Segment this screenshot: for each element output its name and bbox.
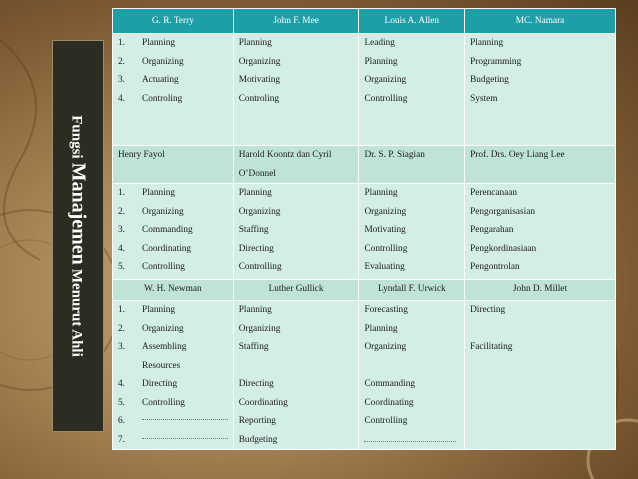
list-item: Perencanaan: [470, 188, 518, 198]
header-oey-liang-lee: Prof. Drs. Oey Liang Lee: [465, 146, 616, 184]
list-item: Facilitating: [470, 342, 513, 352]
list-item: 3. Commanding: [118, 225, 193, 235]
list-item: 1. Planning: [118, 38, 176, 48]
list-item: Motivating: [364, 225, 406, 235]
list-item: Coordinating: [238, 397, 288, 408]
list-item: 5. Controlling: [118, 262, 185, 272]
millet-functions-cell: [465, 301, 616, 450]
list-item: Controling: [238, 93, 280, 104]
header-gr-terry: G. R. Terry: [113, 9, 234, 34]
list-item: [470, 320, 610, 339]
list-item: Organizing: [364, 342, 407, 352]
list-item: Pengontrolan: [470, 262, 520, 272]
list-item: 7.: [118, 431, 228, 450]
list-item: Controlling: [364, 93, 408, 104]
terry-functions-cell: [113, 34, 234, 146]
urwick-functions-cell: [359, 301, 465, 450]
list-item: 1. Planning: [118, 188, 176, 198]
list-item: Planning: [364, 188, 398, 198]
list-item: System: [470, 93, 498, 104]
list-item: Coordinating: [364, 397, 414, 408]
header-mc-namara: MC. Namara: [465, 9, 616, 34]
header-siagian: Dr. S. P. Siagian: [359, 146, 465, 184]
list-item: Organizing: [364, 206, 407, 217]
mee-functions-cell: [233, 34, 359, 146]
header-urwick: Lyndall F. Urwick: [359, 280, 465, 301]
list-item: Planning: [238, 305, 272, 315]
content-row-1: [113, 34, 616, 146]
list-item: [364, 357, 459, 376]
list-item: Controlling: [364, 243, 408, 254]
list-item: Staffing: [238, 225, 269, 235]
list-item: Motivating: [238, 75, 281, 85]
siagian-functions-cell: [359, 184, 465, 280]
list-item: Forecasting: [364, 305, 408, 315]
header-koontz-odonnel: Harold Koontz dan Cyril O’Donnel: [233, 146, 359, 184]
list-item: 2. Organizing: [118, 206, 184, 217]
list-item: Staffing: [238, 342, 269, 352]
list-item: Organizing: [238, 56, 281, 67]
list-item: 2. Organizing: [118, 323, 184, 334]
list-item: Planning: [238, 38, 272, 48]
list-item: 3. Assembling: [118, 342, 187, 352]
list-item: Organizing: [238, 323, 281, 334]
list-item: Budgeting: [238, 434, 278, 445]
list-item: 6.: [118, 412, 228, 431]
allen-functions-cell: [359, 34, 465, 146]
header-henry-fayol: Henry Fayol: [113, 146, 234, 184]
list-item: Planning: [470, 38, 504, 48]
gullick-functions-cell: [233, 301, 359, 450]
list-item: Directing: [238, 243, 274, 254]
list-item: Resources: [142, 360, 181, 371]
list-item: Commanding: [364, 379, 416, 389]
header-newman: W. H. Newman: [113, 280, 234, 301]
header-row-3: [113, 280, 616, 301]
fayol-functions-cell: [113, 184, 234, 280]
namara-functions-cell: [465, 34, 616, 146]
list-item: 4. Directing: [118, 379, 178, 389]
list-item: 4. Controling: [118, 93, 183, 104]
list-item: Planning: [238, 188, 272, 198]
list-item: Organizing: [238, 206, 281, 217]
list-item: Planning: [364, 323, 398, 334]
header-louis-allen: Louis A. Allen: [359, 9, 465, 34]
content-row-2: [113, 184, 616, 280]
list-item: Controlling: [238, 262, 282, 272]
newman-functions-cell: [113, 301, 234, 450]
list-item: Directing: [470, 305, 506, 315]
header-gullick: Luther Gullick: [233, 280, 359, 301]
blank-placeholder: [142, 431, 228, 439]
koontz-functions-cell: [233, 184, 359, 280]
side-title-panel: [52, 40, 104, 432]
list-item: 4. Coordinating: [118, 243, 192, 254]
header-millet: John D. Millet: [465, 280, 616, 301]
list-item: Pengkordinasiaan: [470, 243, 537, 254]
list-item: 5. Controlling: [118, 397, 185, 408]
list-item: Reporting: [238, 416, 276, 426]
list-item: Pengorganisasian: [470, 206, 535, 217]
list-item: 3. Actuating: [118, 75, 179, 85]
list-item: Organizing: [364, 75, 407, 85]
side-title-part1: Fungsi: [68, 115, 85, 159]
list-item: [364, 431, 459, 450]
side-title: [67, 115, 90, 357]
management-functions-table: [112, 8, 616, 450]
side-title-part2: Manajemen: [67, 162, 90, 265]
header-john-mee: John F. Mee: [233, 9, 359, 34]
side-title-part3: Menurut Ahli: [68, 268, 85, 357]
oey-functions-cell: [465, 184, 616, 280]
list-item: Planning: [364, 56, 398, 67]
list-item: Programming: [470, 56, 522, 67]
list-item: [239, 357, 354, 376]
blank-placeholder: [142, 412, 228, 420]
list-item: Leading: [364, 38, 395, 48]
header-row-1: [113, 9, 616, 34]
list-item: Pengarahan: [470, 225, 514, 235]
list-item: 2. Organizing: [118, 56, 184, 67]
list-item: Directing: [238, 379, 274, 389]
list-item: Evaluating: [364, 262, 405, 272]
list-item: 1. Planning: [118, 305, 176, 315]
list-item: Controlling: [364, 416, 408, 426]
header-row-2: [113, 146, 616, 184]
blank-placeholder: [364, 434, 456, 442]
list-item: Budgeting: [470, 75, 509, 85]
content-row-3: [113, 301, 616, 450]
